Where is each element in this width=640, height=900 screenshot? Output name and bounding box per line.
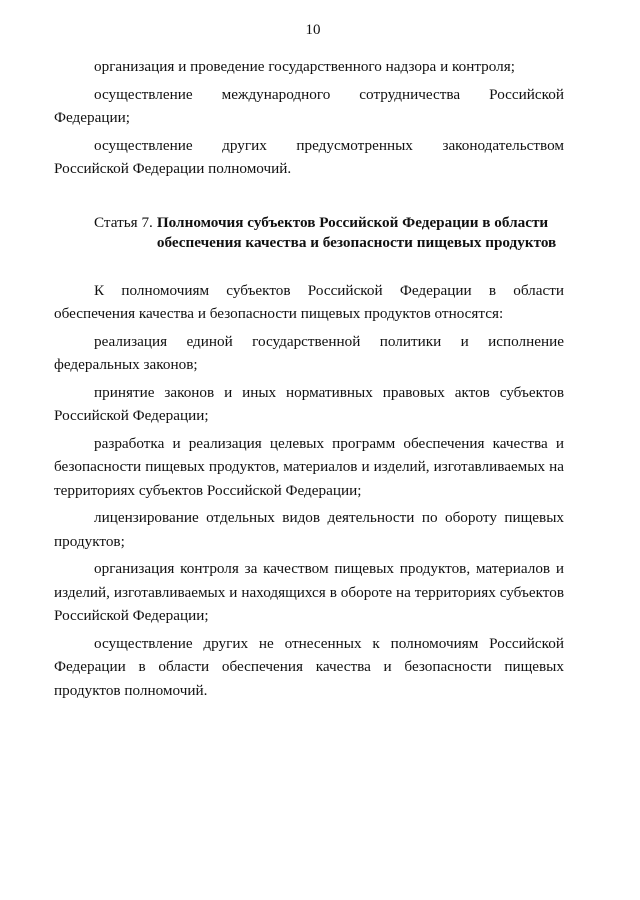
paragraph-international-cooperation: осуществление международного сотрудничества Российской Федерации;	[54, 85, 564, 126]
paragraph-regional-laws: принятие законов и иных нормативных правовых актов субъектов Российской Федерации;	[54, 383, 564, 424]
article-label: Статья 7.	[94, 213, 153, 231]
article-heading	[54, 213, 564, 253]
paragraph-subject-powers-intro: К полномочиям субъектов Российской Федерации в области обеспечения качества и безопасности пищевых продуктов относятся:	[54, 281, 564, 322]
document-body	[54, 55, 564, 702]
paragraph-other-federal-powers: осуществление других предусмотренных законодательством Российской Федерации полномочий.	[54, 136, 564, 177]
paragraph-quality-control: организация контроля за качеством пищевых продуктов, материалов и изделий, изготавливаемых и находящихся в обороте на территориях субъектов Российской Федерации;	[54, 560, 564, 624]
paragraph-state-supervision: организация и проведение государственного надзора и контроля;	[94, 58, 515, 75]
article-title: Полномочия субъектов Российской Федерации в области обеспечения качества и безопасности пищевых продуктов	[156, 213, 557, 251]
paragraph-licensing: лицензирование отдельных видов деятельности по обороту пищевых продуктов;	[54, 509, 564, 550]
paragraph-other-regional-powers: осуществление других не отнесенных к полномочиям Российской Федерации в области обеспечения качества и безопасности пищевых продуктов полномочий.	[54, 634, 564, 699]
paragraph-state-policy: реализация единой государственной политики и исполнение федеральных законов;	[54, 332, 564, 373]
page-number: 10	[305, 22, 321, 38]
paragraph-target-programs: разработка и реализация целевых программ обеспечения качества и безопасности пищевых продуктов, материалов и изделий, изготавливаемых на территориях субъектов Российской Федерации;	[54, 434, 564, 499]
